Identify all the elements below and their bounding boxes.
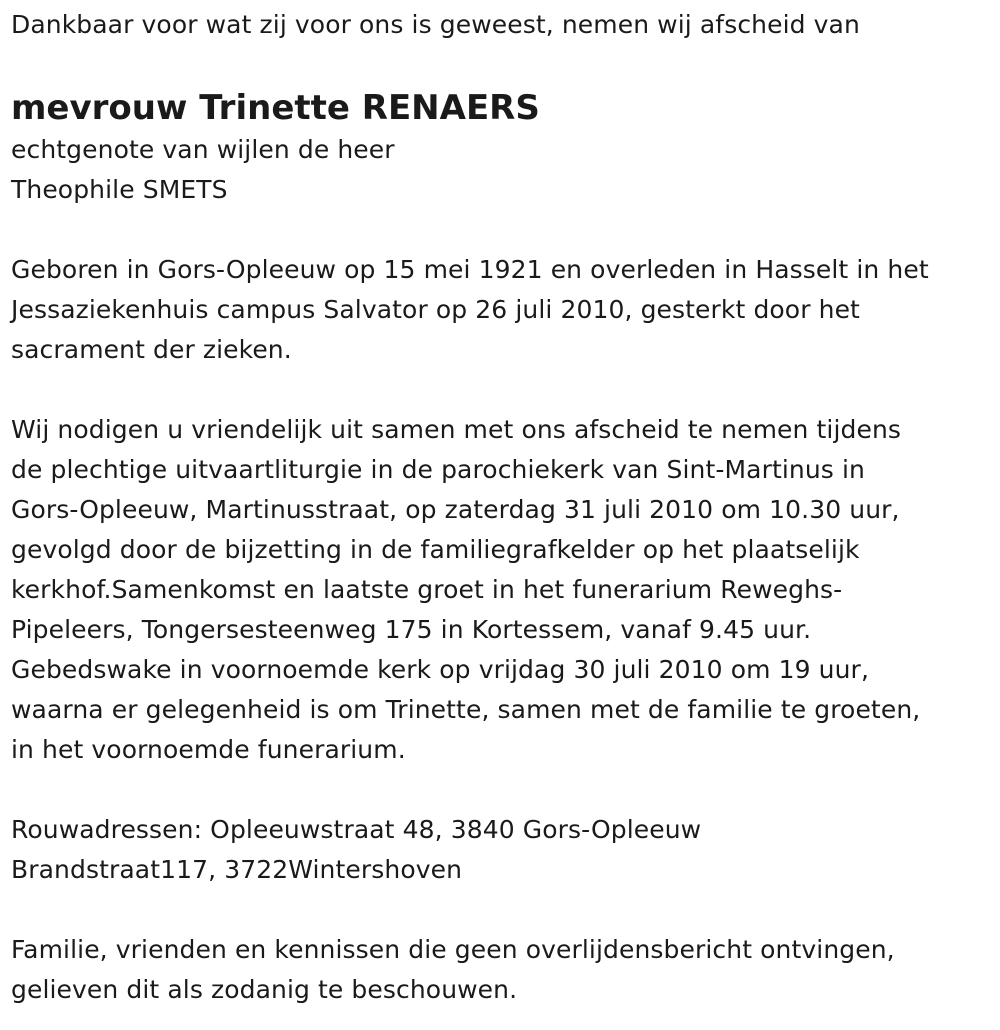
paragraph-line: Wij nodigen u vriendelijk uit samen met ons afscheid te nemen tijdens xyxy=(11,415,902,444)
paragraph-line: Pipeleers, Tongersesteenweg 175 in Kortessem, vanaf 9.45 uur. xyxy=(11,615,812,644)
address-line: Rouwadressen: Opleeuwstraat 48, 3840 Gors-Opleeuw xyxy=(11,815,702,844)
paragraph-line: kerkhof.Samenkomst en laatste groet in het funerarium Reweghs- xyxy=(11,575,843,604)
paragraph-line: Jessaziekenhuis campus Salvator op 26 juli 2010, gesterkt door het xyxy=(11,295,860,324)
obituary-notice xyxy=(11,0,996,1010)
paragraph-line: Familie, vrienden en kennissen die geen overlijdensbericht ontvingen, xyxy=(11,935,895,964)
paragraph-line: sacrament der zieken. xyxy=(11,335,292,364)
relation-line: echtgenote van wijlen de heer xyxy=(11,135,395,164)
paragraph-line: gevolgd door de bijzetting in de familiegrafkelder op het plaatselijk xyxy=(11,535,860,564)
closing-paragraph xyxy=(11,930,996,1010)
paragraph-line: Gors-Opleeuw, Martinusstraat, op zaterdag 31 juli 2010 om 10.30 uur, xyxy=(11,495,900,524)
relation-block xyxy=(11,130,996,210)
intro-text: Dankbaar voor wat zij voor ons is geweest, nemen wij afscheid van xyxy=(11,10,860,39)
mourning-addresses xyxy=(11,810,996,890)
paragraph-line: in het voornoemde funerarium. xyxy=(11,735,406,764)
paragraph-line: gelieven dit als zodanig te beschouwen. xyxy=(11,975,518,1004)
address-line: Brandstraat117, 3722Wintershoven xyxy=(11,855,463,884)
funeral-paragraph xyxy=(11,410,996,770)
paragraph-line: Geboren in Gors-Opleeuw op 15 mei 1921 en overleden in Hasselt in het xyxy=(11,255,929,284)
paragraph-line: waarna er gelegenheid is om Trinette, samen met de familie te groeten, xyxy=(11,695,921,724)
paragraph-line: Gebedswake in voornoemde kerk op vrijdag 30 juli 2010 om 19 uur, xyxy=(11,655,869,684)
deceased-name: mevrouw Trinette RENAERS xyxy=(11,88,540,128)
paragraph-line: de plechtige uitvaartliturgie in de parochiekerk van Sint-Martinus in xyxy=(11,455,865,484)
relation-line: Theophile SMETS xyxy=(11,175,228,204)
birth-death-paragraph xyxy=(11,250,996,370)
